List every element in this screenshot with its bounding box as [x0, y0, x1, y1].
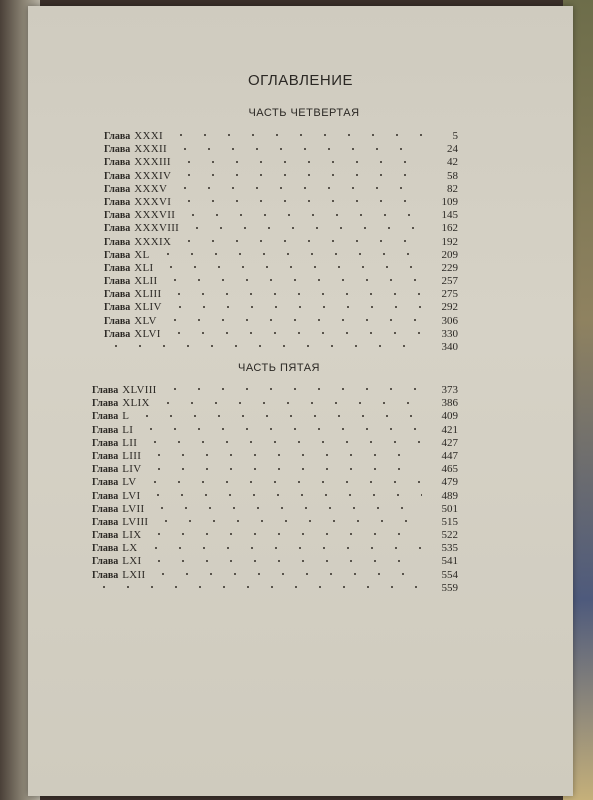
chapter-prefix: Глава: [104, 289, 131, 301]
chapter-label: [104, 130, 163, 143]
page-number: 192: [441, 235, 458, 248]
toc-entry: [92, 424, 458, 437]
toc-entry: [104, 341, 458, 354]
page-number: 522: [441, 529, 458, 542]
toc-entry: [92, 529, 458, 542]
chapter-number: LVII: [122, 502, 145, 515]
chapter-label: [92, 516, 148, 529]
chapter-label: [104, 275, 157, 288]
dot-leader: [185, 223, 422, 231]
chapter-label: [104, 170, 171, 183]
page-number: 209: [441, 248, 458, 261]
toc-entry: [92, 384, 458, 397]
chapter-label: [92, 397, 150, 410]
chapter-label: [92, 450, 141, 463]
chapter-number: XLII: [134, 275, 158, 288]
chapter-label: [92, 503, 144, 516]
chapter-number: LXII: [122, 568, 146, 581]
toc-entry: [104, 130, 458, 143]
chapter-label: [92, 384, 157, 397]
chapter-prefix: Глава: [104, 302, 131, 314]
chapter-label: [92, 437, 137, 450]
page-number: 5: [452, 130, 458, 142]
toc-entry: [104, 222, 458, 235]
page-number: 501: [441, 502, 458, 515]
toc-entry: [104, 209, 458, 222]
chapter-number: LI: [122, 423, 134, 436]
chapter-number: LX: [122, 542, 138, 555]
page-number: 535: [441, 542, 458, 555]
page-number: 24: [447, 143, 458, 156]
chapter-prefix: Глава: [92, 569, 119, 581]
chapter-number: XXXVIII: [134, 222, 180, 235]
chapter-label: [92, 555, 141, 568]
page-number: 489: [441, 489, 458, 502]
toc-list-part5: [92, 384, 458, 595]
dot-leader: [156, 398, 422, 406]
chapter-label: [104, 249, 150, 262]
page-number: 427: [441, 436, 458, 449]
chapter-prefix: Глава: [92, 556, 119, 568]
chapter-label: [92, 424, 133, 437]
chapter-number: XXXI: [134, 130, 163, 142]
toc-entry: [104, 301, 458, 314]
chapter-label: [92, 529, 141, 542]
dot-leader: [173, 144, 422, 152]
dot-leader: [147, 530, 422, 538]
chapter-prefix: Глава: [104, 196, 131, 208]
chapter-prefix: Глава: [92, 411, 119, 423]
dot-leader: [163, 385, 422, 393]
page-number: 479: [441, 476, 458, 489]
chapter-prefix: Глава: [104, 315, 131, 327]
chapter-label: [104, 143, 167, 156]
dot-leader: [163, 316, 422, 324]
chapter-prefix: Глава: [92, 516, 119, 528]
page-title: ОГЛАВЛЕНИЕ: [247, 72, 354, 89]
page-number: 515: [441, 515, 458, 528]
toc-entry: [92, 569, 458, 582]
page-number: 386: [441, 397, 458, 410]
dot-leader: [156, 250, 422, 258]
toc-entry: [92, 542, 458, 555]
dot-leader: [144, 543, 422, 551]
page-number: 42: [447, 156, 458, 169]
chapter-prefix: Глава: [92, 490, 119, 502]
page-number: 257: [441, 275, 458, 288]
toc-entry: [92, 410, 458, 423]
toc-entry: [104, 196, 458, 209]
chapter-number: XXXVI: [134, 195, 172, 208]
chapter-number: XXXII: [134, 143, 167, 156]
chapter-prefix: Глава: [104, 276, 131, 288]
toc-entry: [104, 143, 458, 156]
toc-entry: [104, 156, 458, 169]
page-number: 330: [441, 327, 458, 340]
dot-leader: [147, 556, 422, 564]
page-number: 162: [441, 222, 458, 235]
chapter-label: [104, 315, 157, 328]
section-title-part5: ЧАСТЬ ПЯТАЯ: [238, 362, 320, 374]
chapter-prefix: Глава: [104, 183, 131, 195]
chapter-label: [92, 410, 129, 423]
dot-leader: [167, 329, 422, 337]
dot-leader: [147, 451, 422, 459]
toc-entry: [104, 183, 458, 196]
chapter-number: XLVIII: [122, 384, 157, 396]
dot-leader: [159, 263, 422, 271]
toc-entry: [104, 275, 458, 288]
chapter-number: XXXIII: [134, 156, 171, 169]
chapter-number: LVIII: [122, 515, 149, 528]
chapter-number: LIV: [122, 463, 142, 476]
chapter-label: [104, 301, 162, 314]
chapter-number: XLI: [134, 261, 154, 274]
chapter-label: [92, 490, 140, 503]
chapter-number: XL: [134, 248, 150, 261]
page-number: 554: [441, 568, 458, 581]
toc-entry: [92, 463, 458, 476]
chapter-prefix: Глава: [92, 450, 119, 462]
chapter-prefix: Глава: [104, 249, 131, 261]
chapter-label: [104, 196, 171, 209]
chapter-label: [92, 476, 137, 489]
page-number: 229: [441, 261, 458, 274]
chapter-label: [104, 328, 161, 341]
chapter-prefix: Глава: [92, 464, 119, 476]
chapter-prefix: Глава: [92, 503, 119, 515]
toc-entry: [92, 397, 458, 410]
page-number: 373: [441, 384, 458, 396]
dot-leader: [181, 210, 422, 218]
chapter-label: [92, 569, 145, 582]
chapter-prefix: Глава: [104, 144, 131, 156]
chapter-number: LV: [122, 476, 137, 489]
page-number: 340: [441, 341, 458, 353]
chapter-prefix: Глава: [92, 437, 119, 449]
toc-entry: [104, 262, 458, 275]
dot-leader: [169, 131, 422, 139]
chapter-label: [92, 542, 138, 555]
toc-entry: [92, 582, 458, 595]
chapter-prefix: Глава: [92, 530, 119, 542]
toc-entry: [104, 328, 458, 341]
chapter-number: L: [122, 410, 130, 423]
dot-leader: [150, 504, 422, 512]
dot-leader: [167, 289, 422, 297]
chapter-number: XLIX: [122, 397, 150, 410]
chapter-label: [104, 222, 179, 235]
chapter-label: [104, 209, 175, 222]
dot-leader: [104, 342, 422, 350]
chapter-number: XLVI: [134, 327, 161, 340]
chapter-number: LVI: [122, 489, 141, 502]
chapter-label: [92, 463, 141, 476]
toc-entry: [92, 476, 458, 489]
chapter-prefix: Глава: [104, 236, 131, 248]
chapter-number: XXXIX: [134, 235, 172, 248]
toc-entry: [104, 288, 458, 301]
chapter-prefix: Глава: [92, 543, 119, 555]
chapter-prefix: Глава: [104, 262, 131, 274]
dot-leader: [139, 425, 422, 433]
chapter-prefix: Глава: [104, 170, 131, 182]
chapter-label: [104, 262, 153, 275]
toc-entry: [92, 437, 458, 450]
chapter-prefix: Глава: [104, 328, 131, 340]
chapter-number: XLIV: [134, 301, 162, 314]
chapter-prefix: Глава: [104, 131, 131, 142]
dot-leader: [143, 438, 422, 446]
dot-leader: [147, 464, 422, 472]
page-number: 109: [441, 195, 458, 208]
dot-leader: [163, 276, 422, 284]
chapter-prefix: Глава: [104, 223, 131, 235]
chapter-prefix: Глава: [92, 424, 119, 436]
chapter-label: [104, 236, 171, 249]
dot-leader: [168, 302, 422, 310]
page-number: 465: [441, 463, 458, 476]
chapter-prefix: Глава: [92, 385, 119, 396]
toc-list-part4: [104, 130, 458, 354]
chapter-number: XXXV: [134, 182, 168, 195]
chapter-number: LIII: [122, 449, 142, 462]
toc-entry: [92, 450, 458, 463]
page-number: 447: [441, 449, 458, 462]
page-number: 82: [447, 182, 458, 195]
page-number: 306: [441, 314, 458, 327]
dot-leader: [146, 491, 422, 499]
toc-entry: [104, 236, 458, 249]
chapter-number: LXI: [122, 555, 142, 568]
dot-leader: [173, 184, 422, 192]
dot-leader: [151, 570, 422, 578]
chapter-number: XLIII: [134, 288, 162, 301]
book-page: [28, 6, 573, 796]
chapter-prefix: Глава: [104, 157, 131, 169]
toc-entry: [92, 555, 458, 568]
page-number: 275: [441, 288, 458, 301]
chapter-label: [104, 183, 167, 196]
dot-leader: [154, 517, 422, 525]
section-title-part4: ЧАСТЬ ЧЕТВЕРТАЯ: [248, 107, 360, 119]
dot-leader: [143, 477, 422, 485]
chapter-label: [104, 156, 171, 169]
page-number: 145: [441, 209, 458, 222]
chapter-number: XXXVII: [134, 209, 176, 222]
dot-leader: [177, 157, 422, 165]
dot-leader: [177, 171, 422, 179]
dot-leader: [92, 583, 422, 591]
dot-leader: [177, 237, 422, 245]
chapter-number: XXXIV: [134, 169, 172, 182]
dot-leader: [135, 411, 422, 419]
toc-entry: [104, 315, 458, 328]
toc-entry: [92, 516, 458, 529]
toc-entry: [92, 490, 458, 503]
chapter-prefix: Глава: [104, 210, 131, 222]
page-number: 409: [441, 410, 458, 423]
toc-entry: [104, 249, 458, 262]
page-number: 292: [441, 301, 458, 314]
chapter-number: LIX: [122, 529, 142, 542]
dot-leader: [177, 197, 422, 205]
toc-entry: [104, 170, 458, 183]
page-number: 58: [447, 169, 458, 182]
chapter-number: XLV: [134, 314, 157, 327]
chapter-prefix: Глава: [92, 477, 119, 489]
chapter-prefix: Глава: [92, 398, 119, 410]
page-number: 541: [441, 555, 458, 568]
chapter-number: LII: [122, 436, 138, 449]
chapter-label: [104, 288, 161, 301]
toc-entry: [92, 503, 458, 516]
page-number: 421: [441, 423, 458, 436]
page-number: 559: [441, 581, 458, 594]
